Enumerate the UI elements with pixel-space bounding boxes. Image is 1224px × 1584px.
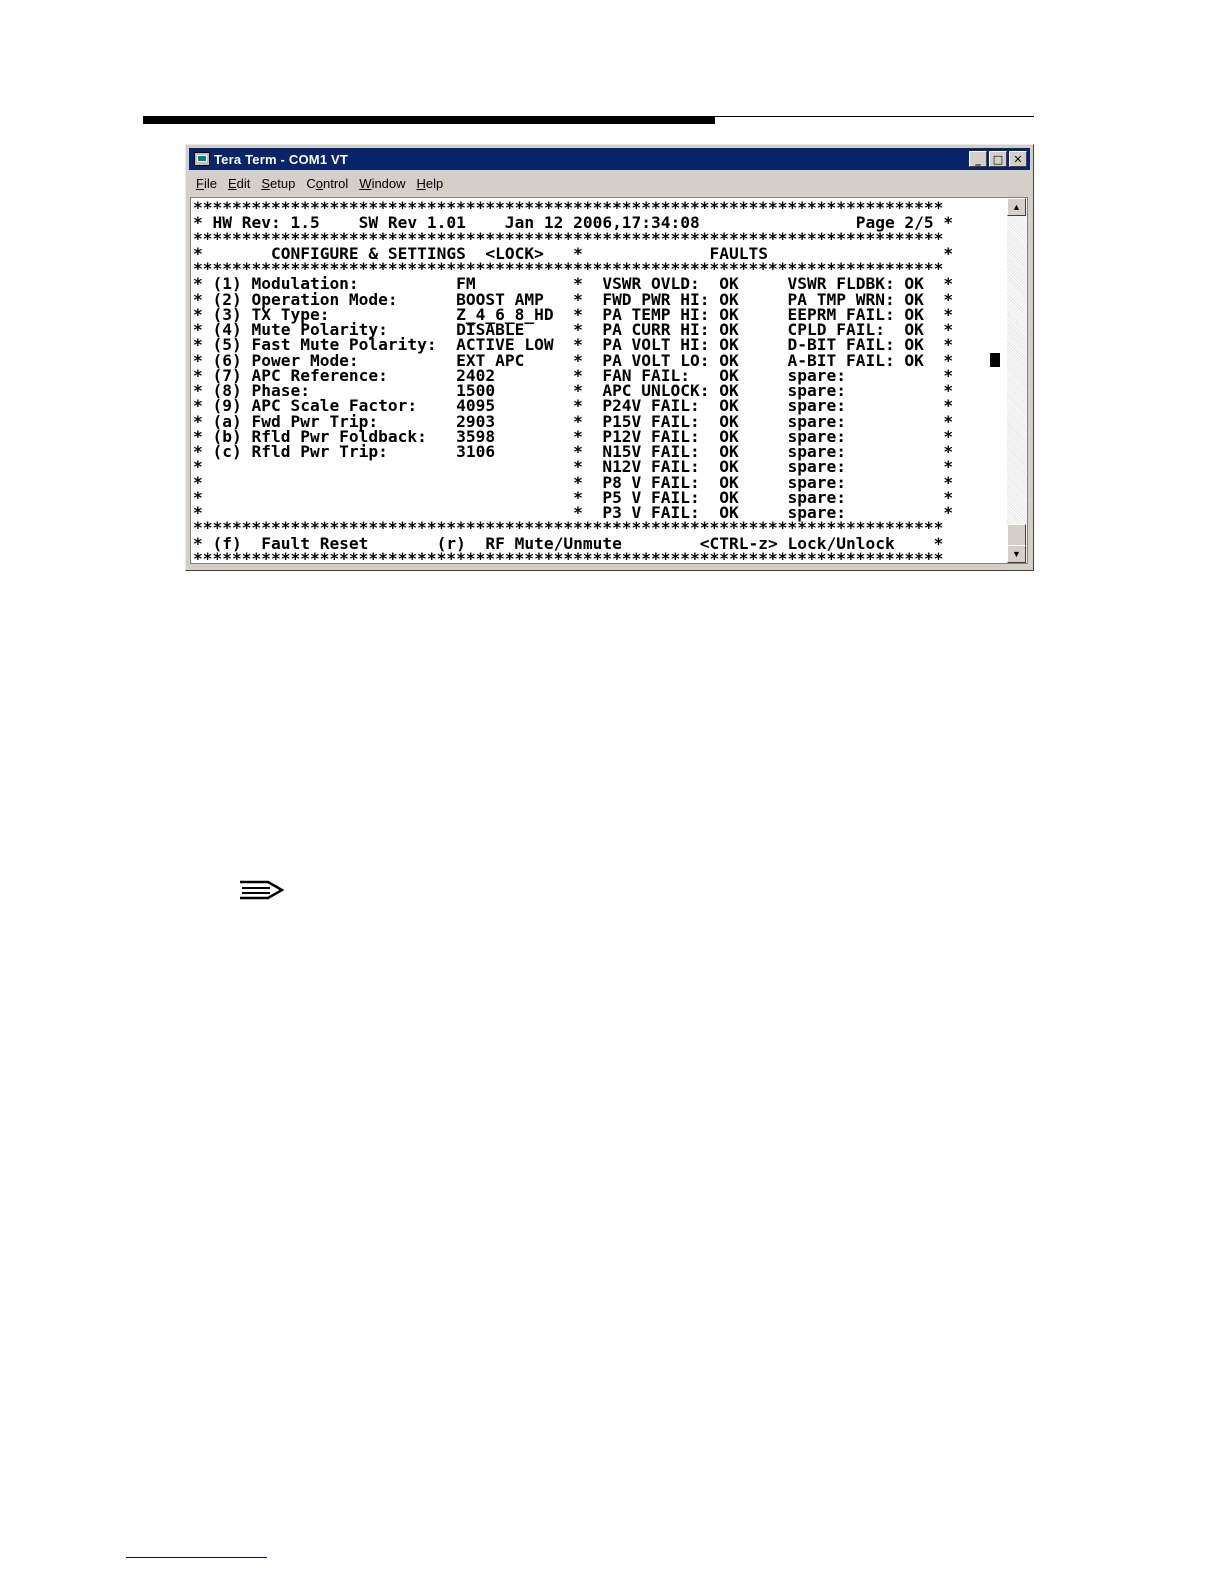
terminal-line: ***************************************************************************** xyxy=(193,548,944,564)
note-icon xyxy=(238,879,284,901)
terminal-line: * (f) Fault Reset (r) RF Mute/Unmute <CTRL-z> Lock/Unlock * xyxy=(193,533,944,553)
terminal-line: * (7) APC Reference: 2402 * FAN FAIL: OK spare: * xyxy=(193,365,954,385)
menu-edit[interactable]: Edit xyxy=(227,175,251,191)
terminal-line: * (5) Fast Mute Polarity: ACTIVE LOW * PA VOLT HI: OK D-BIT FAIL: OK * xyxy=(193,335,954,355)
window-controls xyxy=(969,151,1027,167)
terminal-screen[interactable] xyxy=(190,197,1007,564)
scroll-up-arrow-icon[interactable]: ▲ xyxy=(1007,198,1026,216)
menu-window[interactable]: Window xyxy=(359,175,406,191)
terminal-line: * (1) Modulation: FM * VSWR OVLD: OK VSWR FLDBK: OK * xyxy=(193,274,954,294)
scrollbar-thumb[interactable] xyxy=(1007,524,1026,546)
terminal-line: * * P5 V FAIL: OK spare: * xyxy=(193,487,954,507)
terminal-line: * (3) TX Type: Z_4_6_8_HD * PA TEMP HI: OK EEPRM FAIL: OK * xyxy=(193,304,954,324)
terminal-line: ***************************************************************************** xyxy=(193,228,944,248)
header-rule-thin xyxy=(715,116,1034,117)
terminal-line: * HW Rev: 1.5 SW Rev 1.01 Jan 12 2006,17:34:08 Page 2/5 * xyxy=(193,213,954,233)
tera-term-window xyxy=(185,144,1034,571)
vertical-scrollbar[interactable] xyxy=(1007,197,1028,564)
menu-bar xyxy=(189,172,1030,194)
close-button[interactable]: ✕ xyxy=(1009,151,1027,167)
terminal-text xyxy=(191,198,1007,564)
terminal-line: * (9) APC Scale Factor: 4095 * P24V FAIL: OK spare: * xyxy=(193,396,954,416)
maximize-button[interactable]: □ xyxy=(989,151,1007,167)
terminal-line: * (b) Rfld Pwr Foldback: 3598 * P12V FAIL: OK spare: * xyxy=(193,426,954,446)
terminal-line: * (a) Fwd Pwr Trip: 2903 * P15V FAIL: OK spare: * xyxy=(193,411,954,431)
menu-setup[interactable]: Setup xyxy=(261,175,296,191)
text-cursor xyxy=(990,353,1000,367)
terminal-line: * CONFIGURE & SETTINGS <LOCK> * FAULTS * xyxy=(193,243,954,263)
terminal-line: ***************************************************************************** xyxy=(193,518,944,538)
minimize-button[interactable]: _ xyxy=(969,151,987,167)
menu-control[interactable]: Control xyxy=(306,175,349,191)
footer-link-underline[interactable] xyxy=(126,1557,267,1558)
tera-term-app-icon[interactable] xyxy=(194,152,210,166)
terminal-line: * (8) Phase: 1500 * APC UNLOCK: OK spare: * xyxy=(193,381,954,400)
terminal-line: * * P8 V FAIL: OK spare: * xyxy=(193,472,954,492)
header-rule-thick xyxy=(143,116,715,124)
menu-file[interactable]: File xyxy=(196,175,217,191)
terminal-line: ***************************************************************************** xyxy=(193,198,944,217)
terminal-line: * (6) Power Mode: EXT APC * PA VOLT LO: OK A-BIT FAIL: OK * xyxy=(193,350,954,370)
scroll-down-arrow-icon[interactable]: ▼ xyxy=(1007,545,1026,563)
terminal-line: * (c) Rfld Pwr Trip: 3106 * N15V FAIL: OK spare: * xyxy=(193,442,954,461)
terminal-line: * (2) Operation Mode: BOOST AMP * FWD PWR HI: OK PA TMP WRN: OK * xyxy=(193,289,954,309)
terminal-line: * (4) Mute Polarity: DISABLE * PA CURR HI: OK CPLD FAIL: OK * xyxy=(193,320,954,339)
terminal-line: * * N12V FAIL: OK spare: * xyxy=(193,457,954,477)
title-bar[interactable] xyxy=(189,148,1030,170)
terminal-line: * * P3 V FAIL: OK spare: * xyxy=(193,503,954,522)
terminal-line: ***************************************************************************** xyxy=(193,259,944,278)
menu-help[interactable]: Help xyxy=(416,175,444,191)
window-title: Tera Term - COM1 VT xyxy=(214,151,349,167)
